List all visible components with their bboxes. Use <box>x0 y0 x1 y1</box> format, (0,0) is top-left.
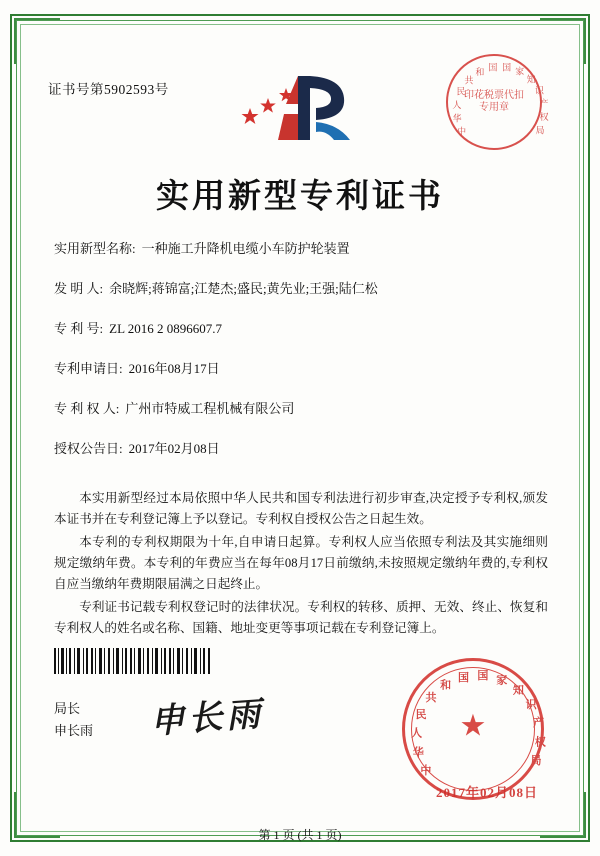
field-inventors <box>54 280 548 298</box>
field-label: 发 明 人: <box>54 281 104 296</box>
national-office-seal: 中 华 人 民 共 和 国 国 家 知 识 产 权 局 ★ <box>402 658 544 800</box>
legal-body-text <box>54 488 548 641</box>
certificate-number: 证书号第5902593号 <box>48 82 169 97</box>
patent-office-logo <box>238 62 368 152</box>
field-announcement-date <box>54 440 548 458</box>
field-label: 实用新型名称: <box>54 241 136 256</box>
field-label: 专利申请日: <box>54 361 123 376</box>
field-utility-model-name <box>54 240 548 258</box>
page-title: 实用新型专利证书 <box>156 176 444 215</box>
director-label: 局长 <box>54 701 81 716</box>
field-label: 授权公告日: <box>54 441 123 456</box>
director-name: 申长雨 <box>54 723 94 738</box>
field-label: 专 利 号: <box>54 321 104 336</box>
field-list <box>54 240 548 480</box>
legal-paragraph-1: 本实用新型经过本局依照中华人民共和国专利法进行初步审查,决定授予专利权,颁发本证书并在专利登记簿上予以登记。专利权自授权公告之日起生效。 <box>54 491 548 526</box>
tax-stamp-arc-text: 中 华 人 民 共 和 国 国 家 知 识 产 权 局 <box>452 62 549 137</box>
legal-paragraph-2: 本专利的专利权期限为十年,自申请日起算。专利权人应当依照专利法及其实施细则规定缴纳年费。本专利的年费应当在每年08月17日前缴纳,未按照规定缴纳年费的,专利权自应当缴纳年费期限届满之日起终止。 <box>54 535 548 591</box>
tax-stamp-center-text: 印花税票代扣专用章 <box>464 90 524 113</box>
field-value: 广州市特威工程机械有限公司 <box>125 401 295 416</box>
field-value: 2017年02月08日 <box>128 441 220 456</box>
field-application-date <box>54 360 548 378</box>
field-value: ZL 2016 2 0896607.7 <box>109 321 223 336</box>
patent-barcode <box>54 648 214 674</box>
tax-stamp-seal <box>446 54 549 150</box>
field-value: 余晓辉;蒋锦富;江楚杰;盛民;黄先业;王强;陆仁松 <box>109 281 378 296</box>
legal-paragraph-3: 专利证书记载专利权登记时的法律状况。专利权的转移、质押、无效、终止、恢复和专利权人的姓名或名称、国籍、地址变更等事项记载在专利登记簿上。 <box>54 600 548 635</box>
handwritten-signature: 申长雨 <box>148 694 266 742</box>
field-label: 专 利 权 人: <box>54 401 120 416</box>
field-value: 2016年08月17日 <box>128 361 220 376</box>
field-value: 一种施工升降机电缆小车防护轮装置 <box>141 241 350 256</box>
seal-emblem-icon: ★ <box>459 709 487 743</box>
signature-block <box>54 698 93 742</box>
seal-date: 2017年02月08日 <box>435 785 538 800</box>
page-footer: 第 1 页 (共 1 页) <box>258 828 342 842</box>
certificate-content <box>40 40 560 842</box>
field-patentee <box>54 400 548 418</box>
field-patent-number <box>54 320 548 338</box>
